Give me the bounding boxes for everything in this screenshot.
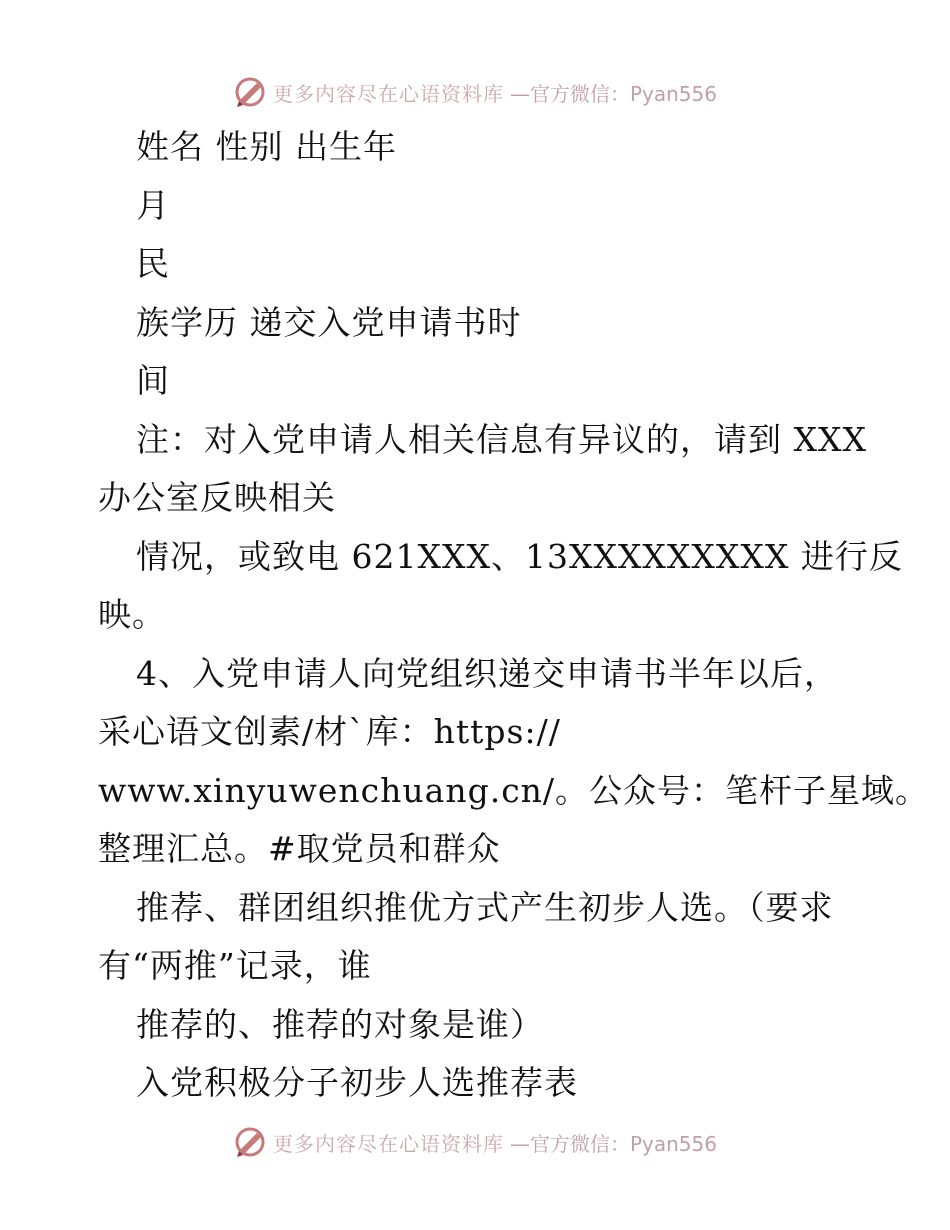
pen-logo-icon bbox=[233, 1125, 267, 1159]
watermark-text: 更多内容尽在心语资料库 bbox=[272, 81, 504, 106]
document-body bbox=[98, 118, 930, 1113]
text-line: 整理汇总。#取党员和群众 bbox=[98, 829, 501, 868]
watermark-header bbox=[0, 72, 950, 112]
text-line: 姓名 性别 出生年 bbox=[136, 127, 397, 166]
text-line: 族学历 递交入党申请书时 bbox=[136, 302, 522, 342]
text-line: 推荐、群团组织推优方式产生初步人选。（要求 bbox=[136, 887, 834, 927]
text-line: 情况，或致电 621XXX、13XXXXXXXXX 进行反 bbox=[136, 536, 903, 576]
pen-logo-icon bbox=[233, 75, 267, 109]
text-line: 推荐的、推荐的对象是谁） bbox=[136, 1004, 544, 1044]
text-line: www.xinyuwenchuang.cn/。公众号：笔杆子星域。 bbox=[98, 770, 930, 810]
text-line: 4、入党申请人向党组织递交申请书半年以后， bbox=[136, 653, 838, 693]
watermark-suffix: —官方微信：Pyan556 bbox=[509, 1131, 717, 1156]
text-line: 月 bbox=[136, 185, 170, 225]
watermark-suffix: —官方微信：Pyan556 bbox=[509, 81, 717, 106]
text-line: 办公室反映相关 bbox=[98, 478, 336, 517]
text-line: 民 bbox=[136, 244, 170, 283]
text-line: 注：对入党申请人相关信息有异议的，请到 XXX bbox=[136, 419, 867, 459]
watermark-footer bbox=[0, 1122, 950, 1162]
text-line: 入党积极分子初步人选推荐表 bbox=[136, 1063, 578, 1102]
text-line: 间 bbox=[136, 361, 170, 400]
text-line: 采心语文创素/材`库：https:// bbox=[98, 712, 561, 751]
watermark-text: 更多内容尽在心语资料库 bbox=[272, 1131, 504, 1156]
text-line: 有“两推”记录，谁 bbox=[98, 946, 372, 985]
text-line: 映。 bbox=[98, 595, 166, 634]
